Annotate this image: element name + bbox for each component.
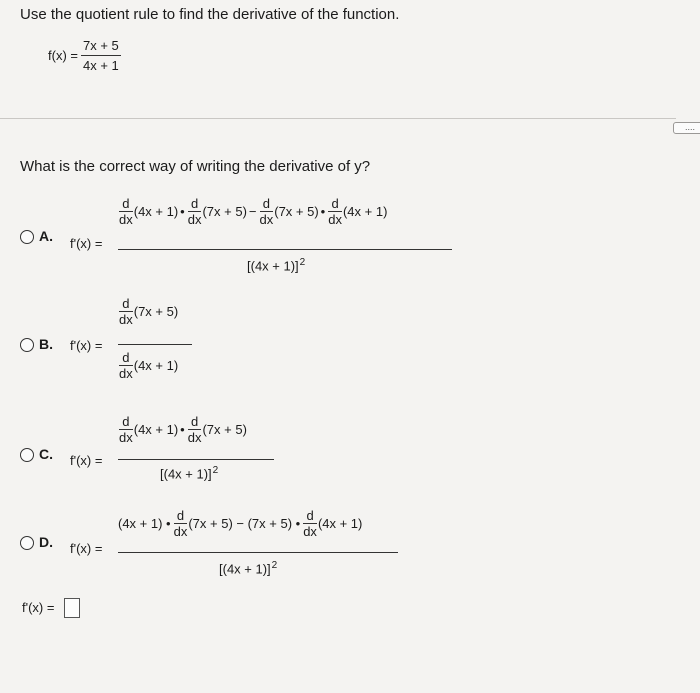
- option-c-fraction-bar: [118, 459, 274, 460]
- function-lhs: f(x) =: [48, 48, 78, 63]
- option-a-radio[interactable]: [20, 230, 34, 244]
- option-a-numerator: [118, 196, 387, 227]
- derivative-operator: d dx: [259, 196, 274, 227]
- option-d-letter: D.: [39, 534, 53, 550]
- option-b-denominator: [118, 350, 178, 381]
- option-b-numerator: [118, 296, 178, 327]
- option-c-lhs: f'(x) =: [70, 453, 103, 468]
- function-fraction: [81, 38, 121, 73]
- dot-operator: •: [180, 422, 185, 437]
- expression-v: (4x + 1): [342, 204, 388, 219]
- function-numerator: 7x + 5: [82, 38, 119, 53]
- option-d-radio[interactable]: [20, 536, 34, 550]
- option-a-lhs: f'(x) =: [70, 236, 103, 251]
- expression-v: (4x + 1): [133, 204, 179, 219]
- option-c-numerator: [118, 414, 247, 445]
- dot-operator: •: [320, 204, 326, 219]
- answer-input-box[interactable]: [64, 598, 80, 618]
- section-divider: [0, 118, 676, 119]
- option-a-denominator: $[(4x + 1)]^2$: [247, 257, 306, 274]
- option-b-letter: B.: [39, 336, 53, 352]
- option-d-lhs: f'(x) =: [70, 541, 103, 556]
- function-definition: [48, 38, 121, 73]
- derivative-operator: d dx: [119, 414, 133, 445]
- function-denominator: 4x + 1: [82, 58, 119, 73]
- option-b-fraction-bar: [118, 344, 192, 345]
- derivative-operator: d dx: [119, 350, 133, 381]
- option-d-denominator: $[(4x + 1)]^2$: [219, 560, 278, 577]
- derivative-operator: d dx: [119, 296, 133, 327]
- derivative-operator: d dx: [119, 196, 133, 227]
- option-d-numerator: [118, 508, 362, 539]
- expression-v: (4x + 1): [317, 516, 363, 531]
- option-c-denominator: $[(4x + 1)]^2$: [160, 465, 219, 482]
- expression-middle: (7x + 5) − (7x + 5) •: [188, 516, 301, 531]
- expression-u: (7x + 5): [133, 304, 179, 319]
- option-d-fraction-bar: [118, 552, 398, 553]
- expression-v: (4x + 1): [133, 422, 179, 437]
- option-a-fraction-bar: [118, 249, 452, 250]
- derivative-operator: d dx: [173, 508, 188, 539]
- more-button[interactable]: ....: [673, 122, 700, 134]
- minus-operator: −: [248, 204, 257, 219]
- expression-u: (7x + 5): [202, 204, 247, 219]
- derivative-operator: d dx: [303, 508, 317, 539]
- expression-u: (7x + 5): [202, 422, 247, 437]
- derivative-operator: d dx: [328, 196, 342, 227]
- option-c-letter: C.: [39, 446, 53, 462]
- option-b-radio[interactable]: [20, 338, 34, 352]
- option-a-letter: A.: [39, 228, 53, 244]
- expression-v: (4x + 1): [133, 358, 179, 373]
- derivative-operator: d dx: [187, 414, 202, 445]
- expression-u: (7x + 5): [274, 204, 319, 219]
- option-b-lhs: f'(x) =: [70, 338, 103, 353]
- derivative-operator: d dx: [187, 196, 202, 227]
- question-text: What is the correct way of writing the derivative of y?: [20, 158, 371, 175]
- answer-label: f'(x) =: [22, 600, 55, 615]
- instruction-text: Use the quotient rule to find the derivative of the function.: [20, 6, 400, 23]
- expression-prefix: (4x + 1) •: [118, 516, 171, 531]
- option-c-radio[interactable]: [20, 448, 34, 462]
- dot-operator: •: [180, 204, 185, 219]
